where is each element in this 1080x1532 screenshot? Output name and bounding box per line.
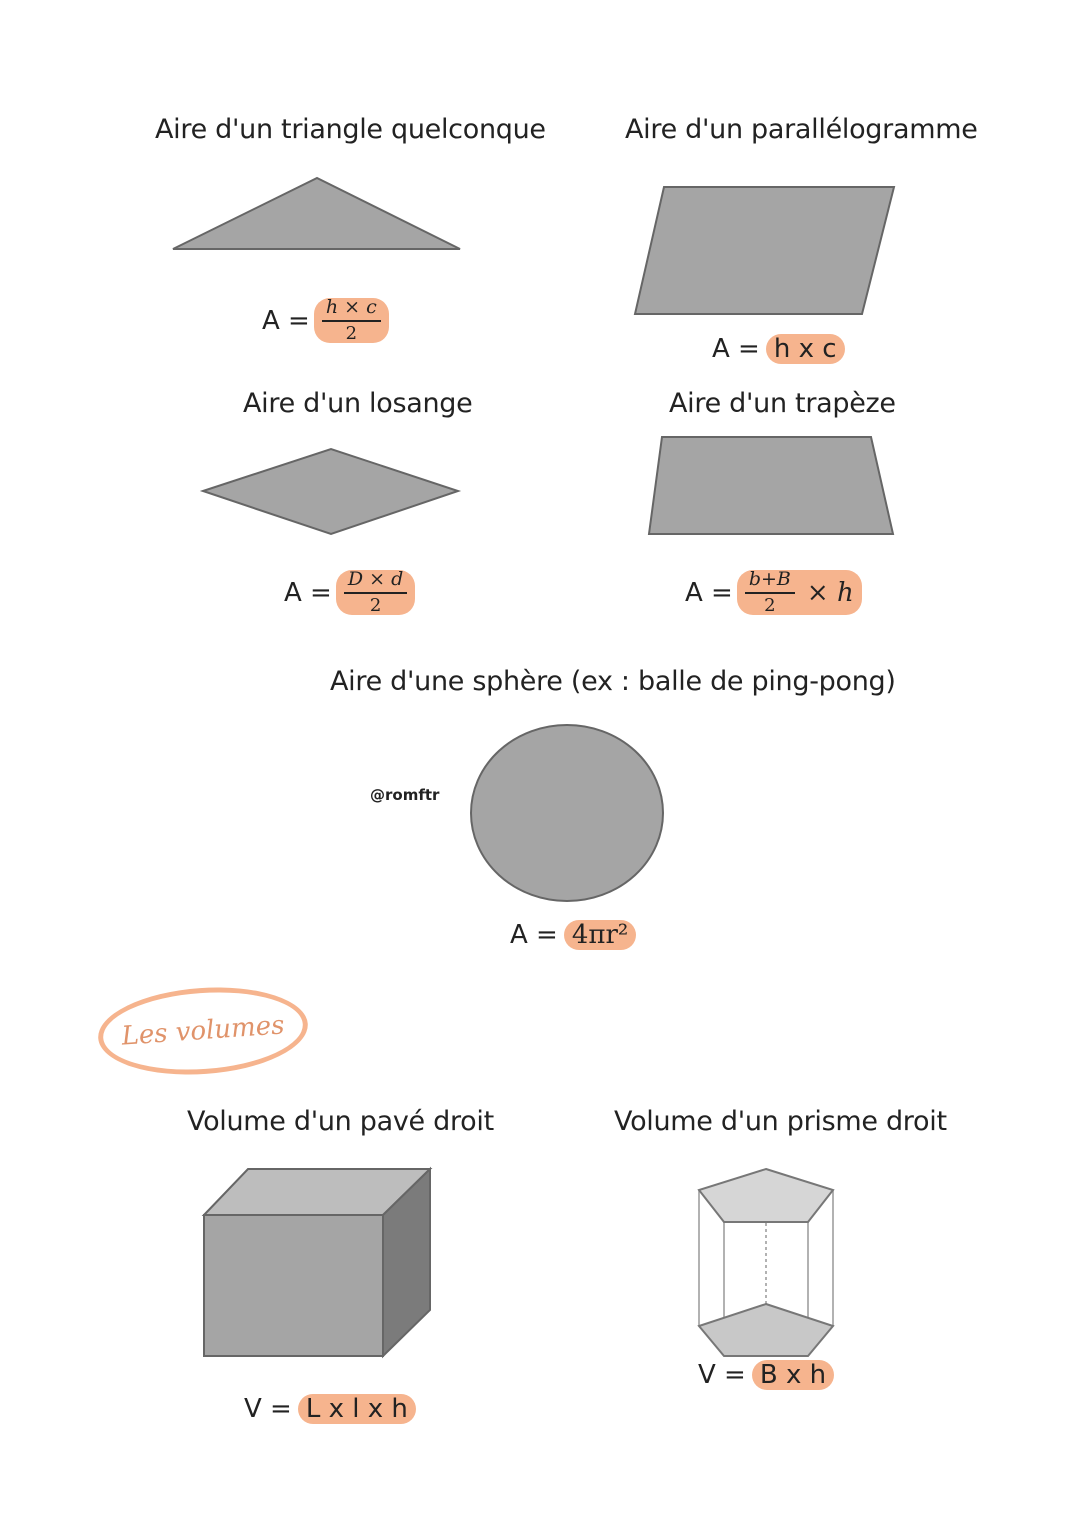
parallelogram-lhs: A = — [712, 334, 760, 364]
losange-formula — [284, 570, 415, 615]
sphere-rhs: 4πr² — [564, 920, 636, 950]
pave-lhs: V = — [244, 1394, 292, 1424]
losange-lhs: A = — [284, 577, 332, 608]
losange-shape — [200, 446, 462, 538]
trapeze-fraction — [745, 570, 795, 615]
prisme-formula — [698, 1360, 834, 1390]
triangle-title: Aire d'un triangle quelconque — [155, 114, 546, 145]
sphere-title: Aire d'une sphère (ex : balle de ping-pong) — [330, 666, 896, 697]
trapeze-formula — [685, 570, 862, 615]
triangle-denominator: 2 — [345, 323, 358, 344]
pave-formula — [244, 1394, 416, 1424]
parallelogram-formula — [712, 334, 845, 364]
parallelogram-rhs: h x c — [766, 334, 845, 364]
parallelogram-shape — [632, 184, 898, 318]
author-handle: @romftr — [370, 786, 440, 804]
losange-fraction — [336, 570, 415, 615]
parallelogram-title: Aire d'un parallélogramme — [625, 114, 978, 145]
triangle-numerator: h × c — [322, 298, 381, 322]
losange-numerator: D × d — [344, 570, 407, 594]
trapeze-denominator: 2 — [764, 595, 776, 616]
trapeze-lhs: A = — [685, 577, 733, 608]
trapeze-title: Aire d'un trapèze — [669, 388, 896, 419]
trapeze-rhs — [737, 570, 862, 615]
pave-title: Volume d'un pavé droit — [187, 1106, 494, 1137]
losange-denominator: 2 — [369, 595, 382, 616]
triangle-shape — [170, 175, 465, 255]
pave-rhs: L x l x h — [298, 1394, 416, 1424]
triangle-formula — [262, 298, 389, 343]
sphere-shape — [468, 722, 666, 904]
prisme-rhs: B x h — [752, 1360, 834, 1390]
volumes-section-label: Les volumes — [95, 981, 310, 1081]
pave-shape — [200, 1165, 436, 1361]
prisme-shape — [694, 1166, 838, 1362]
trapeze-numerator: b+B — [745, 570, 795, 594]
sphere-formula — [510, 920, 636, 950]
trapeze-tail: × h — [806, 577, 854, 608]
triangle-lhs: A = — [262, 305, 310, 336]
prisme-title: Volume d'un prisme droit — [614, 1106, 947, 1137]
triangle-fraction — [314, 298, 389, 343]
sphere-lhs: A = — [510, 920, 558, 950]
trapeze-shape — [646, 434, 898, 538]
losange-title: Aire d'un losange — [243, 388, 473, 419]
prisme-lhs: V = — [698, 1360, 746, 1390]
